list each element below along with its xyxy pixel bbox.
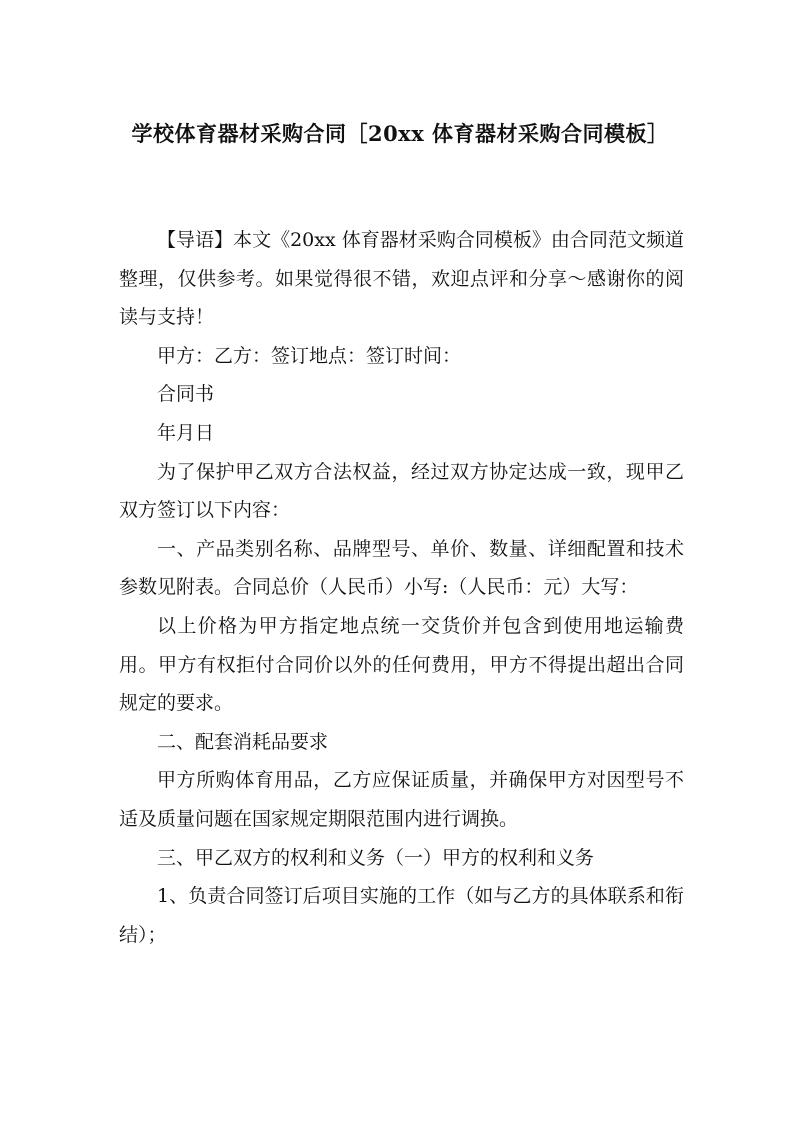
clause-1-paragraph: 一、产品类别名称、品牌型号、单价、数量、详细配置和技术参数见附表。合同总价（人民币）小写:（人民币：元）大写： [119,537,684,599]
document-body [119,221,684,954]
parties-line: 甲方：乙方：签订地点：签订时间： [157,344,462,367]
clause-3-heading: 三、甲乙双方的权利和义务（一）甲方的权利和义务 [157,846,595,869]
contract-heading: 合同书 [157,383,215,406]
price-paragraph: 以上价格为甲方指定地点统一交货价并包含到使用地运输费用。甲方有权拒付合同价以外的任何费用，甲方不得提出超出合同规定的要求。 [119,614,684,715]
preamble-paragraph: 为了保护甲乙双方合法权益，经过双方协定达成一致，现甲乙双方签订以下内容： [119,460,684,522]
clause-2-heading: 二、配套消耗品要求 [157,730,329,753]
clause-3-item-1: 1、负责合同签订后项目实施的工作（如与乙方的具体联系和衔结）； [119,885,684,946]
intro-paragraph: 【导语】本文《20xx 体育器材采购合同模板》由合同范文频道整理，仅供参考。如果觉得很不错，欢迎点评和分享～感谢你的阅读与支持！ [119,229,684,329]
quality-paragraph: 甲方所购体育用品，乙方应保证质量，并确保甲方对因型号不适及质量问题在国家规定期限范围内进行调换。 [119,769,684,830]
date-line: 年月日 [157,421,215,444]
document-title: 学校体育器材采购合同［20xx 体育器材采购合同模板］ [131,121,669,146]
